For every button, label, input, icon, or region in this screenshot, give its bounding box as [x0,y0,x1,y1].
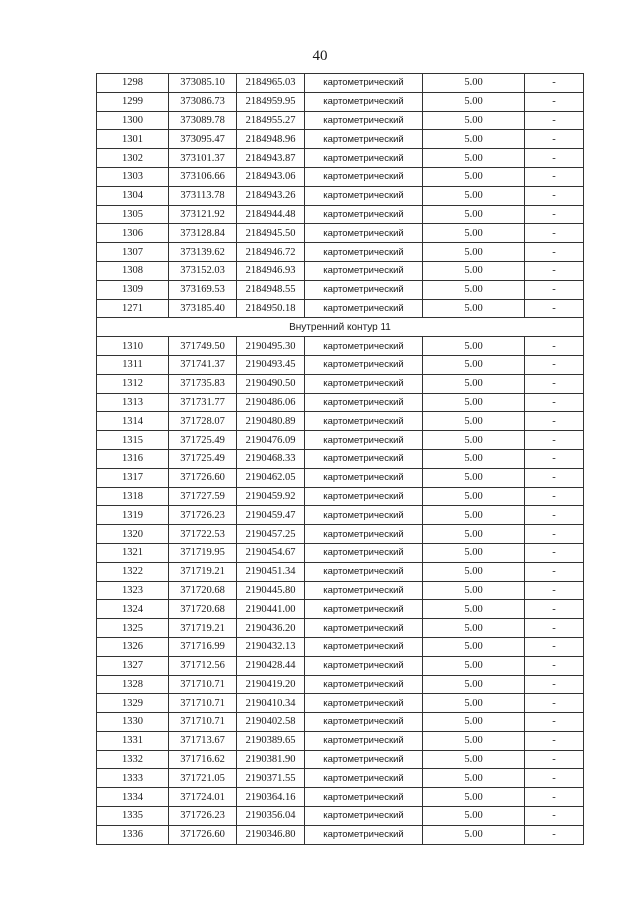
note-cell: - [525,431,584,450]
table-row [97,149,584,168]
coord-y-cell: 2190371.55 [237,769,305,788]
method-cell: картометрический [305,299,423,318]
coord-y-cell: 2184946.93 [237,261,305,280]
point-number-cell: 1322 [97,562,169,581]
table-row [97,619,584,638]
table-row [97,562,584,581]
accuracy-cell: 5.00 [423,243,525,262]
table-row [97,506,584,525]
section-title: Внутренний контур 11 [97,318,584,337]
method-cell: картометрический [305,167,423,186]
point-number-cell: 1323 [97,581,169,600]
coord-x-cell: 371716.99 [169,637,237,656]
method-cell: картометрический [305,600,423,619]
coord-y-cell: 2184943.26 [237,186,305,205]
coord-x-cell: 373139.62 [169,243,237,262]
accuracy-cell: 5.00 [423,149,525,168]
note-cell: - [525,525,584,544]
method-cell: картометрический [305,205,423,224]
method-cell: картометрический [305,111,423,130]
coord-y-cell: 2190480.89 [237,412,305,431]
coord-x-cell: 371710.71 [169,694,237,713]
coord-x-cell: 373185.40 [169,299,237,318]
method-cell: картометрический [305,224,423,243]
table-row [97,600,584,619]
table-row [97,261,584,280]
coord-x-cell: 371725.49 [169,449,237,468]
coord-x-cell: 373086.73 [169,92,237,111]
point-number-cell: 1315 [97,431,169,450]
coord-x-cell: 371731.77 [169,393,237,412]
table-row [97,713,584,732]
accuracy-cell: 5.00 [423,731,525,750]
point-number-cell: 1319 [97,506,169,525]
method-cell: картометрический [305,149,423,168]
note-cell: - [525,337,584,356]
table-row [97,130,584,149]
table-row [97,769,584,788]
table-row [97,224,584,243]
method-cell: картометрический [305,637,423,656]
note-cell: - [525,355,584,374]
point-number-cell: 1329 [97,694,169,713]
coord-x-cell: 373095.47 [169,130,237,149]
coord-y-cell: 2190410.34 [237,694,305,713]
coord-x-cell: 371726.60 [169,468,237,487]
coord-x-cell: 371725.49 [169,431,237,450]
accuracy-cell: 5.00 [423,393,525,412]
point-number-cell: 1335 [97,807,169,826]
coord-y-cell: 2190428.44 [237,656,305,675]
note-cell: - [525,374,584,393]
point-number-cell: 1306 [97,224,169,243]
accuracy-cell: 5.00 [423,130,525,149]
note-cell: - [525,637,584,656]
coord-y-cell: 2184943.87 [237,149,305,168]
table-row [97,92,584,111]
table-row [97,186,584,205]
note-cell: - [525,506,584,525]
note-cell: - [525,412,584,431]
point-number-cell: 1308 [97,261,169,280]
point-number-cell: 1333 [97,769,169,788]
point-number-cell: 1320 [97,525,169,544]
coord-y-cell: 2184948.55 [237,280,305,299]
point-number-cell: 1303 [97,167,169,186]
coord-y-cell: 2190445.80 [237,581,305,600]
accuracy-cell: 5.00 [423,280,525,299]
point-number-cell: 1324 [97,600,169,619]
point-number-cell: 1330 [97,713,169,732]
note-cell: - [525,750,584,769]
table-row [97,750,584,769]
coord-y-cell: 2184944.48 [237,205,305,224]
coord-x-cell: 373106.66 [169,167,237,186]
accuracy-cell: 5.00 [423,412,525,431]
point-number-cell: 1316 [97,449,169,468]
method-cell: картометрический [305,750,423,769]
accuracy-cell: 5.00 [423,562,525,581]
accuracy-cell: 5.00 [423,713,525,732]
method-cell: картометрический [305,412,423,431]
method-cell: картометрический [305,807,423,826]
coord-y-cell: 2184965.03 [237,74,305,93]
table-row [97,431,584,450]
note-cell: - [525,74,584,93]
coord-y-cell: 2190490.50 [237,374,305,393]
coord-x-cell: 371713.67 [169,731,237,750]
note-cell: - [525,468,584,487]
method-cell: картометрический [305,355,423,374]
method-cell: картометрический [305,130,423,149]
coord-x-cell: 371726.60 [169,825,237,844]
accuracy-cell: 5.00 [423,337,525,356]
method-cell: картометрический [305,261,423,280]
note-cell: - [525,825,584,844]
method-cell: картометрический [305,92,423,111]
table-row [97,393,584,412]
coord-x-cell: 373101.37 [169,149,237,168]
method-cell: картометрический [305,393,423,412]
accuracy-cell: 5.00 [423,487,525,506]
coord-x-cell: 371716.62 [169,750,237,769]
note-cell: - [525,656,584,675]
accuracy-cell: 5.00 [423,675,525,694]
note-cell: - [525,243,584,262]
coord-y-cell: 2190457.25 [237,525,305,544]
accuracy-cell: 5.00 [423,506,525,525]
point-number-cell: 1300 [97,111,169,130]
coord-y-cell: 2184943.06 [237,167,305,186]
method-cell: картометрический [305,243,423,262]
coord-x-cell: 373121.92 [169,205,237,224]
coord-x-cell: 371726.23 [169,807,237,826]
coord-x-cell: 371719.21 [169,619,237,638]
note-cell: - [525,713,584,732]
table-row [97,543,584,562]
table-row [97,525,584,544]
coord-y-cell: 2190451.34 [237,562,305,581]
coord-x-cell: 371728.07 [169,412,237,431]
note-cell: - [525,205,584,224]
accuracy-cell: 5.00 [423,167,525,186]
note-cell: - [525,92,584,111]
accuracy-cell: 5.00 [423,581,525,600]
method-cell: картометрический [305,525,423,544]
coord-x-cell: 371712.56 [169,656,237,675]
accuracy-cell: 5.00 [423,788,525,807]
accuracy-cell: 5.00 [423,261,525,280]
accuracy-cell: 5.00 [423,525,525,544]
accuracy-cell: 5.00 [423,543,525,562]
point-number-cell: 1307 [97,243,169,262]
table-row [97,337,584,356]
table-row [97,807,584,826]
accuracy-cell: 5.00 [423,374,525,393]
table-row [97,205,584,224]
accuracy-cell: 5.00 [423,92,525,111]
accuracy-cell: 5.00 [423,431,525,450]
note-cell: - [525,487,584,506]
accuracy-cell: 5.00 [423,600,525,619]
point-number-cell: 1326 [97,637,169,656]
point-number-cell: 1332 [97,750,169,769]
accuracy-cell: 5.00 [423,750,525,769]
method-cell: картометрический [305,713,423,732]
method-cell: картометрический [305,374,423,393]
point-number-cell: 1321 [97,543,169,562]
note-cell: - [525,619,584,638]
coord-x-cell: 373152.03 [169,261,237,280]
method-cell: картометрический [305,825,423,844]
note-cell: - [525,581,584,600]
coord-y-cell: 2190495.30 [237,337,305,356]
accuracy-cell: 5.00 [423,694,525,713]
table-row [97,243,584,262]
coord-x-cell: 371722.53 [169,525,237,544]
method-cell: картометрический [305,337,423,356]
note-cell: - [525,449,584,468]
point-number-cell: 1317 [97,468,169,487]
method-cell: картометрический [305,280,423,299]
accuracy-cell: 5.00 [423,449,525,468]
note-cell: - [525,807,584,826]
accuracy-cell: 5.00 [423,74,525,93]
table-row [97,299,584,318]
coord-y-cell: 2190459.47 [237,506,305,525]
coord-x-cell: 371710.71 [169,713,237,732]
coord-x-cell: 373169.53 [169,280,237,299]
accuracy-cell: 5.00 [423,656,525,675]
coord-y-cell: 2190432.13 [237,637,305,656]
note-cell: - [525,694,584,713]
coord-y-cell: 2190493.45 [237,355,305,374]
coord-x-cell: 371710.71 [169,675,237,694]
coord-x-cell: 371719.21 [169,562,237,581]
table-row [97,449,584,468]
point-number-cell: 1328 [97,675,169,694]
method-cell: картометрический [305,186,423,205]
method-cell: картометрический [305,769,423,788]
coord-y-cell: 2190364.16 [237,788,305,807]
coord-y-cell: 2190454.67 [237,543,305,562]
accuracy-cell: 5.00 [423,224,525,243]
table-body-before [97,74,584,318]
page-number: 40 [312,48,328,64]
point-number-cell: 1304 [97,186,169,205]
coord-x-cell: 371749.50 [169,337,237,356]
table-row [97,487,584,506]
table-row [97,637,584,656]
coord-y-cell: 2190381.90 [237,750,305,769]
method-cell: картометрический [305,675,423,694]
accuracy-cell: 5.00 [423,807,525,826]
coord-y-cell: 2190486.06 [237,393,305,412]
accuracy-cell: 5.00 [423,186,525,205]
point-number-cell: 1334 [97,788,169,807]
note-cell: - [525,543,584,562]
section-row [97,318,584,337]
method-cell: картометрический [305,619,423,638]
note-cell: - [525,167,584,186]
coord-y-cell: 2190441.00 [237,600,305,619]
method-cell: картометрический [305,731,423,750]
accuracy-cell: 5.00 [423,205,525,224]
coord-x-cell: 373128.84 [169,224,237,243]
coord-x-cell: 371720.68 [169,581,237,600]
coord-y-cell: 2190462.05 [237,468,305,487]
accuracy-cell: 5.00 [423,825,525,844]
method-cell: картометрический [305,656,423,675]
note-cell: - [525,111,584,130]
accuracy-cell: 5.00 [423,637,525,656]
coord-y-cell: 2184950.18 [237,299,305,318]
note-cell: - [525,130,584,149]
note-cell: - [525,600,584,619]
coord-y-cell: 2190459.92 [237,487,305,506]
table-row [97,167,584,186]
point-number-cell: 1301 [97,130,169,149]
method-cell: картометрический [305,431,423,450]
point-number-cell: 1325 [97,619,169,638]
note-cell: - [525,280,584,299]
coord-y-cell: 2184955.27 [237,111,305,130]
coord-x-cell: 373085.10 [169,74,237,93]
coord-y-cell: 2184959.95 [237,92,305,111]
note-cell: - [525,393,584,412]
accuracy-cell: 5.00 [423,111,525,130]
coord-y-cell: 2190356.04 [237,807,305,826]
point-number-cell: 1311 [97,355,169,374]
note-cell: - [525,261,584,280]
table-body-after [97,337,584,845]
point-number-cell: 1312 [97,374,169,393]
coord-y-cell: 2190436.20 [237,619,305,638]
table-row [97,468,584,487]
table-row [97,374,584,393]
table-row [97,731,584,750]
table-row [97,675,584,694]
coord-x-cell: 371720.68 [169,600,237,619]
coord-x-cell: 371726.23 [169,506,237,525]
method-cell: картометрический [305,449,423,468]
coord-x-cell: 371724.01 [169,788,237,807]
point-number-cell: 1299 [97,92,169,111]
method-cell: картометрический [305,506,423,525]
section-header [97,318,584,337]
point-number-cell: 1305 [97,205,169,224]
table-row [97,74,584,93]
point-number-cell: 1331 [97,731,169,750]
note-cell: - [525,788,584,807]
note-cell: - [525,731,584,750]
coord-x-cell: 371735.83 [169,374,237,393]
coord-y-cell: 2184948.96 [237,130,305,149]
coord-y-cell: 2190419.20 [237,675,305,694]
accuracy-cell: 5.00 [423,468,525,487]
table-row [97,581,584,600]
note-cell: - [525,299,584,318]
point-number-cell: 1302 [97,149,169,168]
point-number-cell: 1336 [97,825,169,844]
table-row [97,412,584,431]
accuracy-cell: 5.00 [423,355,525,374]
point-number-cell: 1271 [97,299,169,318]
note-cell: - [525,224,584,243]
point-number-cell: 1314 [97,412,169,431]
note-cell: - [525,562,584,581]
accuracy-cell: 5.00 [423,619,525,638]
method-cell: картометрический [305,468,423,487]
coord-y-cell: 2190389.65 [237,731,305,750]
accuracy-cell: 5.00 [423,299,525,318]
method-cell: картометрический [305,487,423,506]
coord-x-cell: 373089.78 [169,111,237,130]
coord-y-cell: 2184946.72 [237,243,305,262]
point-number-cell: 1327 [97,656,169,675]
coord-x-cell: 371727.59 [169,487,237,506]
table-row [97,111,584,130]
coord-x-cell: 371741.37 [169,355,237,374]
note-cell: - [525,769,584,788]
table-row [97,825,584,844]
method-cell: картометрический [305,74,423,93]
note-cell: - [525,675,584,694]
point-number-cell: 1310 [97,337,169,356]
method-cell: картометрический [305,694,423,713]
method-cell: картометрический [305,562,423,581]
point-number-cell: 1318 [97,487,169,506]
accuracy-cell: 5.00 [423,769,525,788]
point-number-cell: 1298 [97,74,169,93]
method-cell: картометрический [305,581,423,600]
note-cell: - [525,186,584,205]
table-row [97,694,584,713]
coord-y-cell: 2190346.80 [237,825,305,844]
coord-y-cell: 2190402.58 [237,713,305,732]
table-row [97,656,584,675]
coord-y-cell: 2190476.09 [237,431,305,450]
coord-y-cell: 2184945.50 [237,224,305,243]
note-cell: - [525,149,584,168]
point-number-cell: 1313 [97,393,169,412]
table-row [97,280,584,299]
coord-y-cell: 2190468.33 [237,449,305,468]
coordinates-table [96,73,584,845]
point-number-cell: 1309 [97,280,169,299]
table-row [97,355,584,374]
method-cell: картометрический [305,788,423,807]
coord-x-cell: 371719.95 [169,543,237,562]
coord-x-cell: 371721.05 [169,769,237,788]
method-cell: картометрический [305,543,423,562]
table-row [97,788,584,807]
coord-x-cell: 373113.78 [169,186,237,205]
